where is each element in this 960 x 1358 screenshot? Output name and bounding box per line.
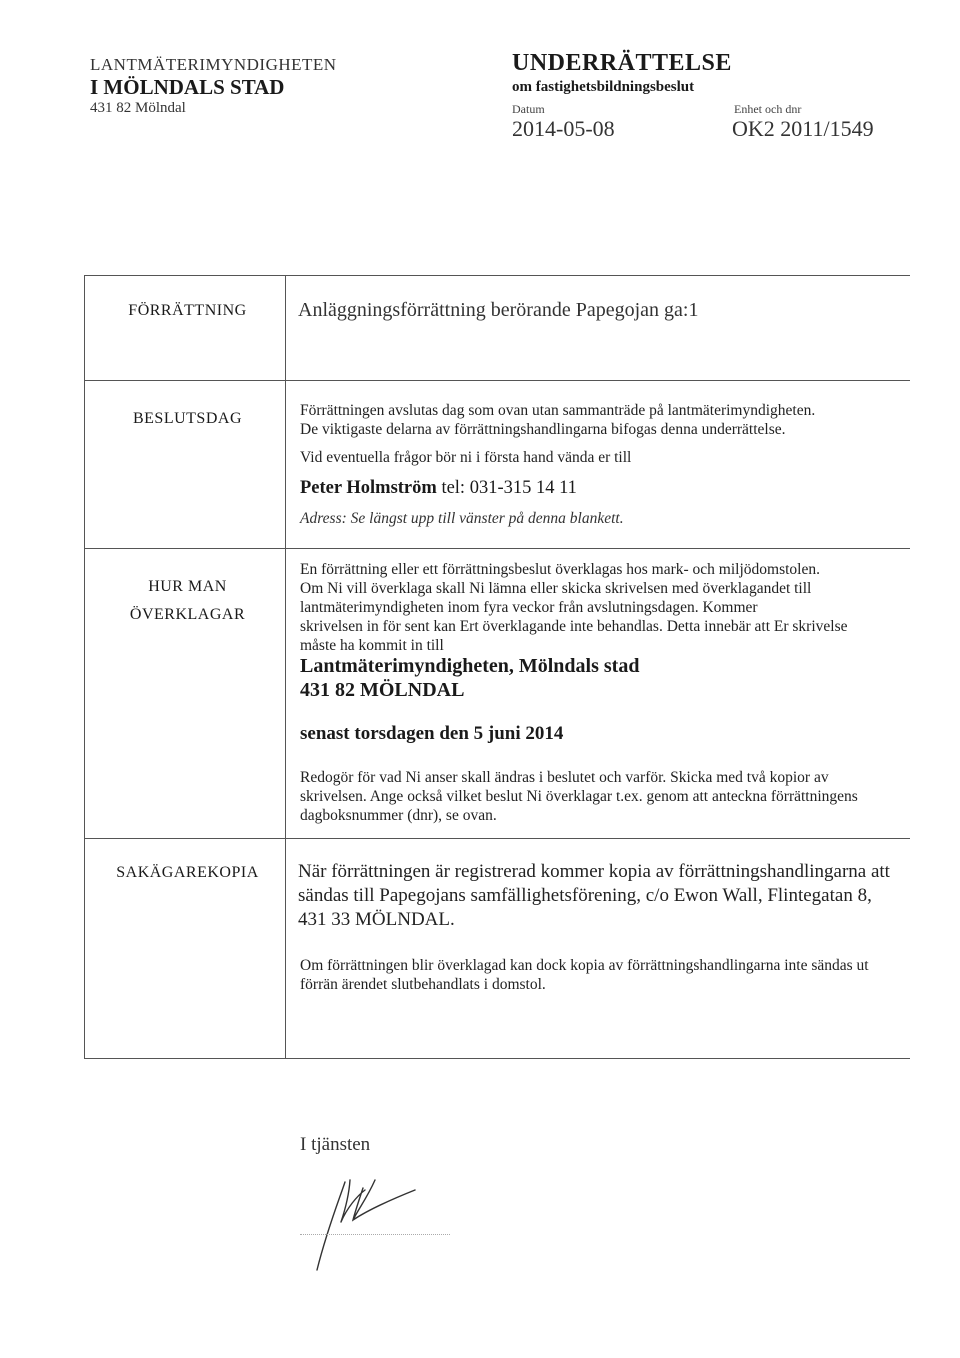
sakagarekopia-note — [300, 956, 900, 994]
overklagan-note-line: Redogör för vad Ni anser skall ändras i beslutet och varför. Skicka med två kopior av — [300, 769, 829, 786]
overklagan-line: måste ha kommit in till — [300, 637, 444, 654]
reference-value: OK2 2011/1549 — [732, 116, 874, 141]
closing-text: I tjänsten — [300, 1134, 371, 1155]
appeal-address-line2: 431 82 MÖLNDAL — [300, 679, 465, 701]
org-address: 431 82 Mölndal — [90, 100, 186, 116]
date-label: Datum — [512, 102, 545, 116]
section-label-sakagarekopia: SAKÄGAREKOPIA — [116, 864, 259, 881]
signature-line — [300, 1234, 450, 1235]
sakagarekopia-text — [298, 860, 908, 932]
forrattning-text: Anläggningsförrättning berörande Papegojan ga:1 — [298, 299, 699, 321]
sakagarekopia-line: sändas till Papegojans samfällighetsförening, c/o Ewon Wall, Flintegatan 8, — [298, 885, 872, 906]
table-left-border — [84, 275, 85, 1059]
overklagan-line: Om Ni vill överklaga skall Ni lämna eller skicka skrivelsen med överklagandet till — [300, 580, 812, 597]
overklagan-note-line: dagboksnummer (dnr), se ovan. — [300, 807, 497, 824]
beslutsdag-line: Förrättningen avslutas dag som ovan utan sammanträde på lantmäterimyndigheten. — [300, 402, 816, 419]
document-title: UNDERRÄTTELSE — [512, 50, 732, 76]
table-bottom-border — [84, 1058, 910, 1059]
row-divider — [84, 380, 910, 381]
section-label-overklagan-2: ÖVERKLAGAR — [129, 606, 246, 623]
section-label-forrattning: FÖRRÄTTNING — [128, 302, 247, 319]
signature-icon — [305, 1160, 445, 1280]
table-top-border — [84, 275, 910, 276]
sakagarekopia-line: När förrättningen är registrerad kommer kopia av förrättningshandlingarna att — [298, 861, 890, 882]
address-note: Adress: Se längst upp till vänster på denna blankett. — [300, 510, 624, 527]
overklagan-note-line: skrivelsen. Ange också vilket beslut Ni överklagar t.ex. genom att anteckna förrättningens — [300, 788, 858, 805]
contact-line — [300, 478, 577, 499]
beslutsdag-text — [300, 401, 900, 467]
appeal-deadline: senast torsdagen den 5 juni 2014 — [300, 723, 564, 744]
section-label-beslutsdag: BESLUTSDAG — [132, 410, 242, 427]
overklagan-line: En förrättning eller ett förrättningsbeslut överklagas hos mark- och miljödomstolen. — [300, 561, 820, 578]
sakagarekopia-line: 431 33 MÖLNDAL. — [298, 909, 455, 930]
sakagarekopia-note-line: Om förrättningen blir överklagad kan dock kopia av förrättningshandlingarna inte sändas ut — [300, 957, 869, 974]
date-value: 2014-05-08 — [512, 116, 615, 141]
row-divider — [84, 548, 910, 549]
contact-name: Peter Holmström — [300, 478, 437, 498]
section-label-overklagan-1: HUR MAN — [148, 578, 227, 595]
table-column-divider — [285, 275, 286, 1059]
appeal-address-line1: Lantmäterimyndigheten, Mölndals stad — [300, 655, 640, 677]
reference-label: Enhet och dnr — [734, 102, 802, 116]
overklagan-line: lantmäterimyndigheten inom fyra veckor från avslutningsdagen. Kommer — [300, 599, 758, 616]
document-subtitle: om fastighetsbildningsbeslut — [512, 79, 695, 95]
overklagan-line: skrivelsen in för sent kan Ert överklagande inte behandlas. Detta innebär att Er skrivelse — [300, 618, 848, 635]
overklagan-note — [300, 768, 900, 825]
org-name-line2: I MÖLNDALS STAD — [90, 75, 285, 99]
overklagan-text — [300, 560, 900, 655]
contact-phone: tel: 031-315 14 11 — [441, 478, 577, 498]
beslutsdag-line: De viktigaste delarna av förrättningshandlingarna bifogas denna underrättelse. — [300, 421, 786, 438]
org-name-line1: LANTMÄTERIMYNDIGHETEN — [90, 55, 337, 74]
row-divider — [84, 838, 910, 839]
beslutsdag-line: Vid eventuella frågor bör ni i första hand vända er till — [300, 449, 632, 466]
sakagarekopia-note-line: förrän ärendet slutbehandlats i domstol. — [300, 976, 546, 993]
